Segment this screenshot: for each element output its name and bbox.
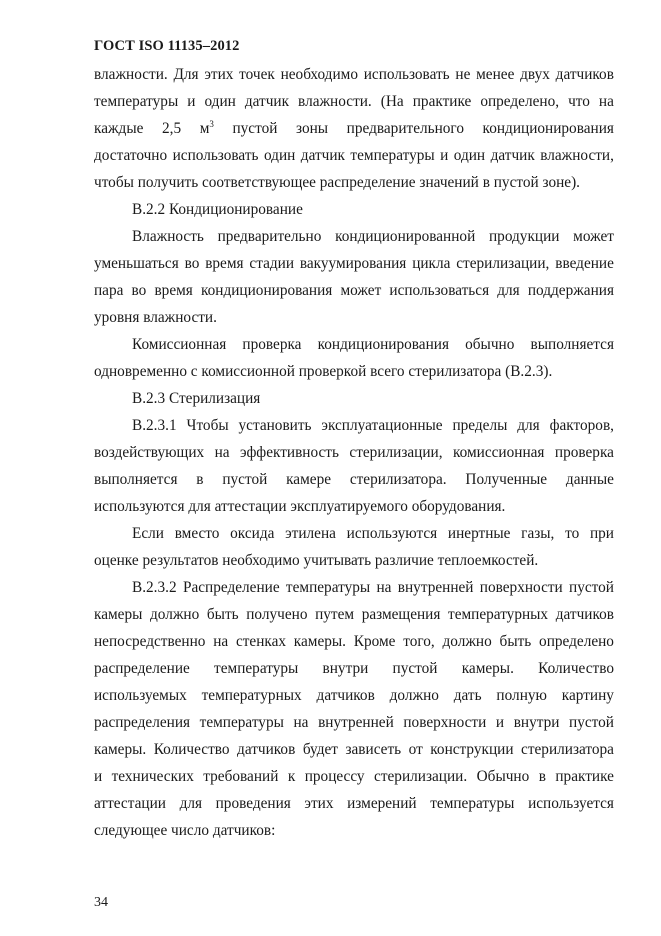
word: должно [150,606,200,623]
word: определено [539,633,614,650]
word: Комиссионная [132,336,227,353]
word: внутри [513,714,560,731]
word: должно [442,633,492,650]
word: того, [403,633,435,650]
word: обычно [465,336,515,353]
word: проверка [554,444,614,461]
word: процессу [304,768,365,785]
word: двух [520,66,550,83]
word: необходимо [280,66,358,83]
word: практике [412,93,472,110]
text-line-29: следующее число датчиков: [94,822,276,839]
word: кондиционирования [482,120,614,137]
word: стерилизации, [349,444,443,461]
word: вместо [174,525,220,542]
word: В.2.3.1 [132,417,177,434]
word: картину [561,687,614,704]
word: время [205,255,244,272]
text-line-9 [94,277,614,304]
section-heading-b22: В.2.2 Кондиционирование [132,201,303,218]
word: может [340,282,382,299]
word: получено [246,606,308,623]
word: факторов, [549,417,614,434]
word: температуры [285,579,371,596]
word: датчиков [555,66,614,83]
section-heading-b23: В.2.3 Стерилизация [132,390,261,407]
word: кондиционированной [335,228,476,245]
word: температуры [199,714,284,731]
word: температуры [430,795,515,812]
word: зависеть [345,741,402,758]
word: на [213,633,229,650]
word: камеры. [461,660,514,677]
word: полную [496,687,547,704]
word: Влажность [132,228,204,245]
word: этих [304,795,334,812]
word: и [94,768,103,785]
word: будет [302,741,338,758]
word: менее [476,66,515,83]
unit-symbol: м [199,120,210,137]
word: на [214,444,230,461]
body-text [94,61,614,844]
word: распределение [94,660,190,677]
word: выполняется [94,471,178,488]
word: конструкции [430,741,514,758]
word: точек [239,66,275,83]
word: продукции [488,228,560,245]
word: Кроме [353,633,396,650]
word: на [598,93,614,110]
text-line-23 [94,655,614,682]
word: при [589,525,614,542]
word: датчик [300,147,345,164]
word: температуры [214,660,299,677]
word: предварительно [217,228,322,245]
word: один [453,147,486,164]
word: температурных [448,606,549,623]
cubic-meter-unit [200,115,214,142]
word: для [497,282,520,299]
text-line-20 [94,574,614,601]
word: проведения [215,795,291,812]
word: комиссионная [452,444,545,461]
text-line-28 [94,790,614,817]
word: камере [286,471,332,488]
text-line-26 [94,736,614,763]
word: воздействующих [94,444,205,461]
word: используется [528,795,614,812]
word: проверка [242,336,302,353]
text-line-3 [94,115,614,142]
word: датчиков [237,741,296,758]
text-line-16 [94,466,614,493]
word: для [517,417,540,434]
word: поверхности [403,714,487,731]
word: не [455,66,471,83]
text-line-7 [94,223,614,250]
word: влажности, [540,147,614,164]
word: кондиционирования [317,336,449,353]
word: Обычно [476,768,530,785]
word: пустой [569,579,614,596]
word: размещения [361,606,441,623]
text-line-10: уровня влажности. [94,309,217,326]
word: измерений [347,795,417,812]
word: зоны [296,120,329,137]
word: В.2.3.2 [132,579,177,596]
word: пара [94,282,124,299]
word: введение [555,255,614,272]
word: стерилизатора. [349,471,447,488]
word: что [568,93,590,110]
word: аттестации [94,795,166,812]
word: использоваться [389,282,490,299]
word: внутренней [397,579,474,596]
word: температуры [350,147,435,164]
superscript-exponent: 3 [209,119,214,129]
word: может [573,228,614,245]
word: стерилизатора [521,741,614,758]
word: внутренней [318,714,394,731]
text-line-21 [94,601,614,628]
word: пустой [392,660,438,677]
word: в [196,471,204,488]
word: использовать [172,147,259,164]
word: каждые [94,120,144,137]
word: пустой [569,714,614,731]
word: на [376,579,392,596]
text-line-5: чтобы получить соответствующее распределение значений в пустой зоне). [94,174,580,191]
word: инертные [447,525,511,542]
word: температурных [201,687,302,704]
word: и [495,714,505,731]
word: и [187,93,196,110]
word: практике [555,768,614,785]
text-line-14 [94,412,614,439]
word: Полученные [465,471,548,488]
word: 2,5 [162,120,182,137]
text-line-1 [94,61,614,88]
word: стерилизации, [456,255,550,272]
word: этих [204,66,234,83]
word: Для [173,66,199,83]
word: кондиционирования [200,282,333,299]
text-line-17: используются для аттестации эксплуатируемого оборудования. [94,498,506,515]
word: Количество [153,741,230,758]
word: уменьшаться [94,255,179,272]
word: влажности. [94,66,168,83]
word: пустой [232,120,278,137]
text-line-24 [94,682,614,709]
word: Распределение [182,579,280,596]
word: Чтобы [186,417,229,434]
word: цикла [412,255,451,272]
text-line-25 [94,709,614,736]
text-line-18 [94,520,614,547]
word: камеры [94,606,143,623]
text-line-4 [94,142,614,169]
word: Если [132,525,164,542]
word: к [287,768,296,785]
word: достаточно [94,147,168,164]
word: поверхности [479,579,563,596]
word: выполняется [530,336,614,353]
text-line-8 [94,250,614,277]
word: от [408,741,423,758]
word: распределения [94,714,191,731]
word: внутри [322,660,369,677]
word: время [154,282,193,299]
word: (На [380,93,404,110]
word: стерилизации. [374,768,468,785]
word: предварительного [346,120,464,137]
word: газы, [521,525,555,542]
word: установить [238,417,312,434]
text-line-19: оценке результатов необходимо учитывать различие теплоемкостей. [94,552,539,569]
word: используемых [94,687,187,704]
word: то [565,525,580,542]
word: датчик [490,147,535,164]
word: стадии [249,255,295,272]
word: во [184,255,200,272]
word: оксида [230,525,275,542]
word: используются [346,525,438,542]
text-line-27 [94,763,614,790]
word: один [263,147,296,164]
word: путем [315,606,355,623]
word: непосредственно [94,633,206,650]
word: и [440,147,449,164]
word: в [538,768,546,785]
text-line-11 [94,331,614,358]
word: влажности. [298,93,372,110]
word: температуры [94,93,179,110]
word: пределы [452,417,508,434]
word: определено, [480,93,560,110]
document-standard-header: ГОСТ ISO 11135–2012 [94,38,240,54]
word: во [131,282,147,299]
word: этилена [285,525,336,542]
text-line-22 [94,628,614,655]
word: требований [203,768,279,785]
word: эксплуатационные [321,417,443,434]
word: датчиков [555,606,614,623]
word: пустой [222,471,268,488]
word: стенках [235,633,287,650]
word: данные [565,471,614,488]
word: один [204,93,236,110]
word: быть [499,633,532,650]
word: камеры. [293,633,347,650]
word: использовать [363,66,450,83]
word: на [293,714,309,731]
word: дать [453,687,482,704]
text-line-2 [94,88,614,115]
word: технических [111,768,194,785]
word: датчик [244,93,290,110]
page-number: 34 [94,895,108,910]
text-line-15 [94,439,614,466]
word: поддержания [527,282,614,299]
word: быть [206,606,239,623]
word: эффективность [239,444,339,461]
word: вакуумирования [299,255,407,272]
word: Количество [538,660,614,677]
word: камеры. [94,741,147,758]
word: для [179,795,203,812]
word: должно [389,687,439,704]
word: датчиков [316,687,375,704]
text-line-12: одновременно с комиссионной проверкой всего стерилизатора (В.2.3). [94,363,553,380]
